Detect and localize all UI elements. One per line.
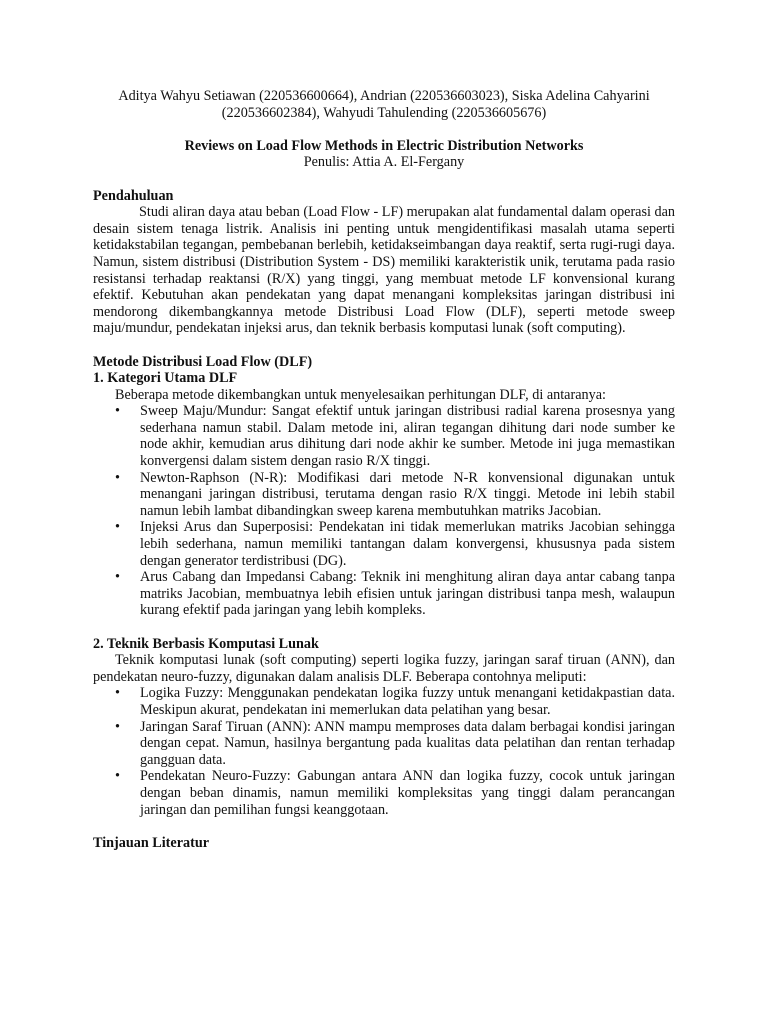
bullet-icon: •: [115, 403, 120, 420]
document-content: [93, 88, 675, 851]
intro-paragraph: Studi aliran daya atau beban (Load Flow - LF) merupakan alat fundamental dalam operasi dan desain sistem tenaga listrik. Analisis ini penting untuk mengidentifikasi masalah utama seperti ketidakstabilan tegangan, pembebanan berlebih, ketidakseimbangan daya reaktif, serta rugi-rugi daya. Namun, sistem distribusi (Distribution System - DS) memiliki karakteristik unik, terutama pada rasio resistansi terhadap reaktansi (R/X) yang tinggi, yang membuat metode LF konvensional kurang efektif. Kebutuhan akan pendekatan yang dapat menangani kompleksitas jaringan distribusi ini mendorong dikembangkannya metode Distribusi Load Flow (DLF), seperti metode sweep maju/mundur, pendekatan injeksi arus, dan teknik berbasis komputasi lunak (soft computing).: [93, 204, 675, 337]
list-item: [93, 403, 675, 469]
bullet-icon: •: [115, 569, 120, 586]
bullet-icon: •: [115, 718, 120, 735]
section-heading-intro: Pendahuluan: [93, 187, 174, 204]
dlf-categories-list: [93, 403, 675, 619]
list-item: [93, 519, 675, 569]
paper-writer: Penulis: Attia A. El-Fergany: [303, 154, 465, 171]
subheading-dlf-categories: 1. Kategori Utama DLF: [93, 370, 238, 387]
list-item: [93, 719, 675, 769]
list-item: [93, 470, 675, 520]
soft-computing-intro: Teknik komputasi lunak (soft computing) seperti logika fuzzy, jaringan saraf tiruan (ANN), dan pendekatan neuro-fuzzy, digunakan dalam analisis DLF. Beberapa contohnya meliputi:: [93, 652, 675, 685]
subheading-soft-computing: 2. Teknik Berbasis Komputasi Lunak: [93, 635, 319, 652]
list-item-text: Sweep Maju/Mundur: Sangat efektif untuk jaringan distribusi radial karena prosesnya yang sederhana namun stabil. Dalam metode ini, aliran tegangan dihitung dari node sumber ke node akhir, kemudian arus dihitung dari node akhir ke sumber. Metode ini juga memastikan konvergensi dalam sistem dengan rasio R/X tinggi.: [140, 403, 675, 470]
list-item: [93, 685, 675, 718]
list-item-text: Logika Fuzzy: Menggunakan pendekatan logika fuzzy untuk menangani ketidakpastian data. Meskipun akurat, pendekatan ini memerlukan data pelatihan yang besar.: [140, 685, 675, 718]
section-heading-review: Tinjauan Literatur: [93, 834, 210, 851]
list-item-text: Newton-Raphson (N-R): Modifikasi dari metode N-R konvensional digunakan untuk menangani jaringan distribusi, terutama dengan rasio R/X tinggi. Metode ini lebih stabil namun lebih lambat dibandingkan sweep karena membutuhkan matriks Jacobian.: [140, 469, 675, 519]
dlf-categories-intro: Beberapa metode dikembangkan untuk menyelesaikan perhitungan DLF, di antaranya:: [115, 386, 606, 403]
bullet-icon: •: [115, 469, 120, 486]
section-heading-dlf: Metode Distribusi Load Flow (DLF): [93, 353, 313, 370]
list-item: [93, 569, 675, 619]
bullet-icon: •: [115, 685, 120, 702]
paper-header: [93, 138, 675, 171]
list-item: [93, 768, 675, 818]
paper-title: Reviews on Load Flow Methods in Electric Distribution Networks: [184, 137, 584, 154]
authors-line: Aditya Wahyu Setiawan (220536600664), Andrian (220536603023), Siska Adelina Cahyarini (220536602384), Wahyudi Tahulending (220536605676): [118, 88, 650, 121]
bullet-icon: •: [115, 768, 120, 785]
list-item-text: Arus Cabang dan Impedansi Cabang: Teknik ini menghitung aliran daya antar cabang tanpa matriks Jacobian, membuatnya lebih efisien untuk jaringan distribusi tanpa mesh, walaupun kurang efektif pada jaringan yang lebih kompleks.: [140, 569, 675, 619]
list-item-text: Pendekatan Neuro-Fuzzy: Gabungan antara ANN dan logika fuzzy, cocok untuk jaringan dengan beban dinamis, namun memiliki kompleksitas yang tinggi dalam perancangan jaringan dan pemilihan fungsi keanggotaan.: [140, 768, 675, 818]
list-item-text: Injeksi Arus dan Superposisi: Pendekatan ini tidak memerlukan matriks Jacobian sehingga lebih sederhana, namun memiliki tantangan dalam konvergensi, khususnya pada sistem dengan generator terdistribusi (DG).: [140, 519, 675, 569]
list-item-text: Jaringan Saraf Tiruan (ANN): ANN mampu memproses data dalam berbagai kondisi jaringan dengan cepat. Namun, hasilnya bergantung pada kualitas data pelatihan dan rentan terhadap gangguan data.: [140, 718, 675, 768]
soft-computing-list: [93, 685, 675, 818]
bullet-icon: •: [115, 519, 120, 536]
